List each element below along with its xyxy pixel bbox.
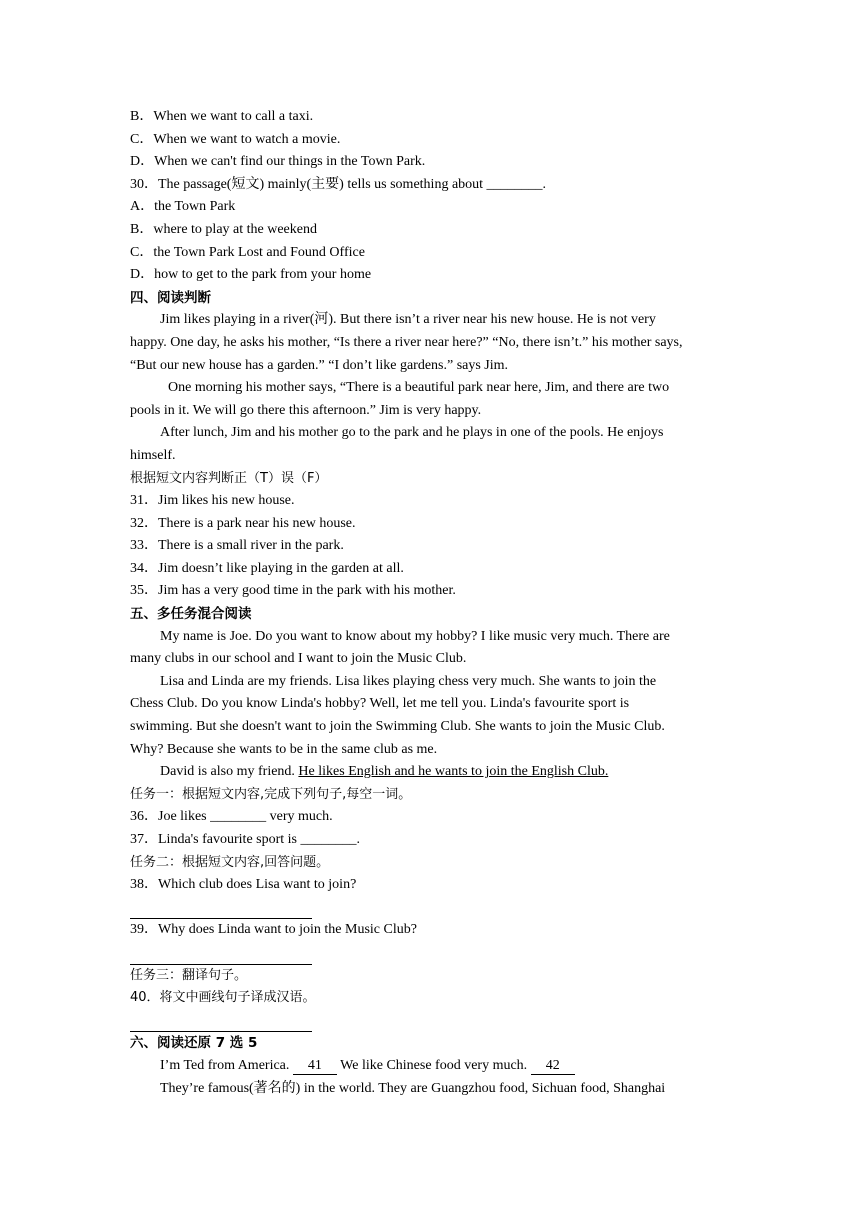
section4-passage-line: One morning his mother says, “There is a beautiful park near here, Jim, and there are two [168,380,670,396]
section6-text: I’m Ted from America. [160,1057,293,1073]
q30-option-c: C．the Town Park Lost and Found Office [130,244,365,260]
section5-title: 五、多任务混合阅读 [130,606,252,623]
q29-option-d: D．When we can't find our things in the Town Park. [130,154,426,170]
q40-answer-line [130,1010,730,1033]
section5-plain-text: David is also my friend. [160,764,299,780]
section4-passage-line: Jim likes playing in a river(河). But there isn’t a river near his new house. He is not very [160,312,656,328]
underlined-sentence: He likes English and he wants to join the English Club. [298,764,609,780]
section4-instruction: 根据短文内容判断正（T）误（F） [130,470,328,486]
section4-passage-line: happy. One day, he asks his mother, “Is there a river near here?” “No, there isn’t.” his mother says, [130,334,683,350]
section4-passage-line: pools in it. We will go there this afternoon.” Jim is very happy. [130,402,482,418]
answer-blank [130,1017,312,1032]
section6-text: We like Chinese food very much. [336,1057,531,1073]
q33: 33．There is a small river in the park. [130,538,344,554]
section4-passage-line: “But our new house has a garden.” “I don’t like gardens.” says Jim. [130,357,509,373]
q30-stem: 30．The passage(短文) mainly(主要) tells us something about ________. [130,176,547,192]
task1-instruction: 任务一：根据短文内容,完成下列句子,每空一词。 [130,786,412,802]
blank-42: 42 [531,1058,575,1075]
task3-instruction: 任务三：翻译句子。 [130,967,248,983]
q40: 40．将文中画线句子译成汉语。 [130,990,316,1006]
section5-passage-line: many clubs in our school and I want to join the Music Club. [130,651,467,667]
section6-passage-line: They’re famous(著名的) in the world. They are Guangzhou food, Sichuan food, Shanghai [160,1080,666,1096]
q38-answer-line [130,897,730,920]
section4-passage-line: After lunch, Jim and his mother go to the park and he plays in one of the pools. He enjoys [160,425,664,441]
q29-option-c: C．When we want to watch a movie. [130,131,341,147]
section5-passage-line: Lisa and Linda are my friends. Lisa likes playing chess very much. She wants to join the [160,673,657,689]
q39: 39．Why does Linda want to join the Music Club? [130,922,417,938]
answer-blank [130,950,312,965]
q34: 34．Jim doesn’t like playing in the garden at all. [130,560,404,576]
section5-passage-last-line [130,761,730,784]
section4-passage-line: himself. [130,447,176,463]
q39-answer-line [130,942,730,965]
q38: 38．Which club does Lisa want to join? [130,877,357,893]
blank-41: 41 [293,1058,337,1075]
q35: 35．Jim has a very good time in the park with his mother. [130,583,456,599]
q30-option-b: B．where to play at the weekend [130,221,317,237]
q36: 36．Joe likes ________ very much. [130,809,333,825]
task2-instruction: 任务二：根据短文内容,回答问题。 [130,854,330,870]
answer-blank [130,904,312,919]
q32: 32．There is a park near his new house. [130,515,356,531]
q30-option-d: D．how to get to the park from your home [130,267,372,283]
q37: 37．Linda's favourite sport is ________. [130,832,360,847]
section6-passage-line [130,1055,730,1078]
section5-passage-line: Why? Because she wants to be in the same club as me. [130,741,438,757]
q29-option-b: B．When we want to call a taxi. [130,109,314,124]
section5-passage-line: swimming. But she doesn't want to join the Swimming Club. She wants to join the Music Club. [130,719,665,735]
section4-title: 四、阅读判断 [130,289,211,306]
q31: 31．Jim likes his new house. [130,493,295,509]
section6-title: 六、阅读还原 7 选 5 [130,1035,258,1052]
q30-option-a: A．the Town Park [130,199,236,215]
document-content [130,106,730,1100]
section5-passage-line: Chess Club. Do you know Linda's hobby? Well, let me tell you. Linda's favourite sport is [130,696,630,712]
section5-passage-line: My name is Joe. Do you want to know about my hobby? I like music very much. There are [160,628,670,644]
